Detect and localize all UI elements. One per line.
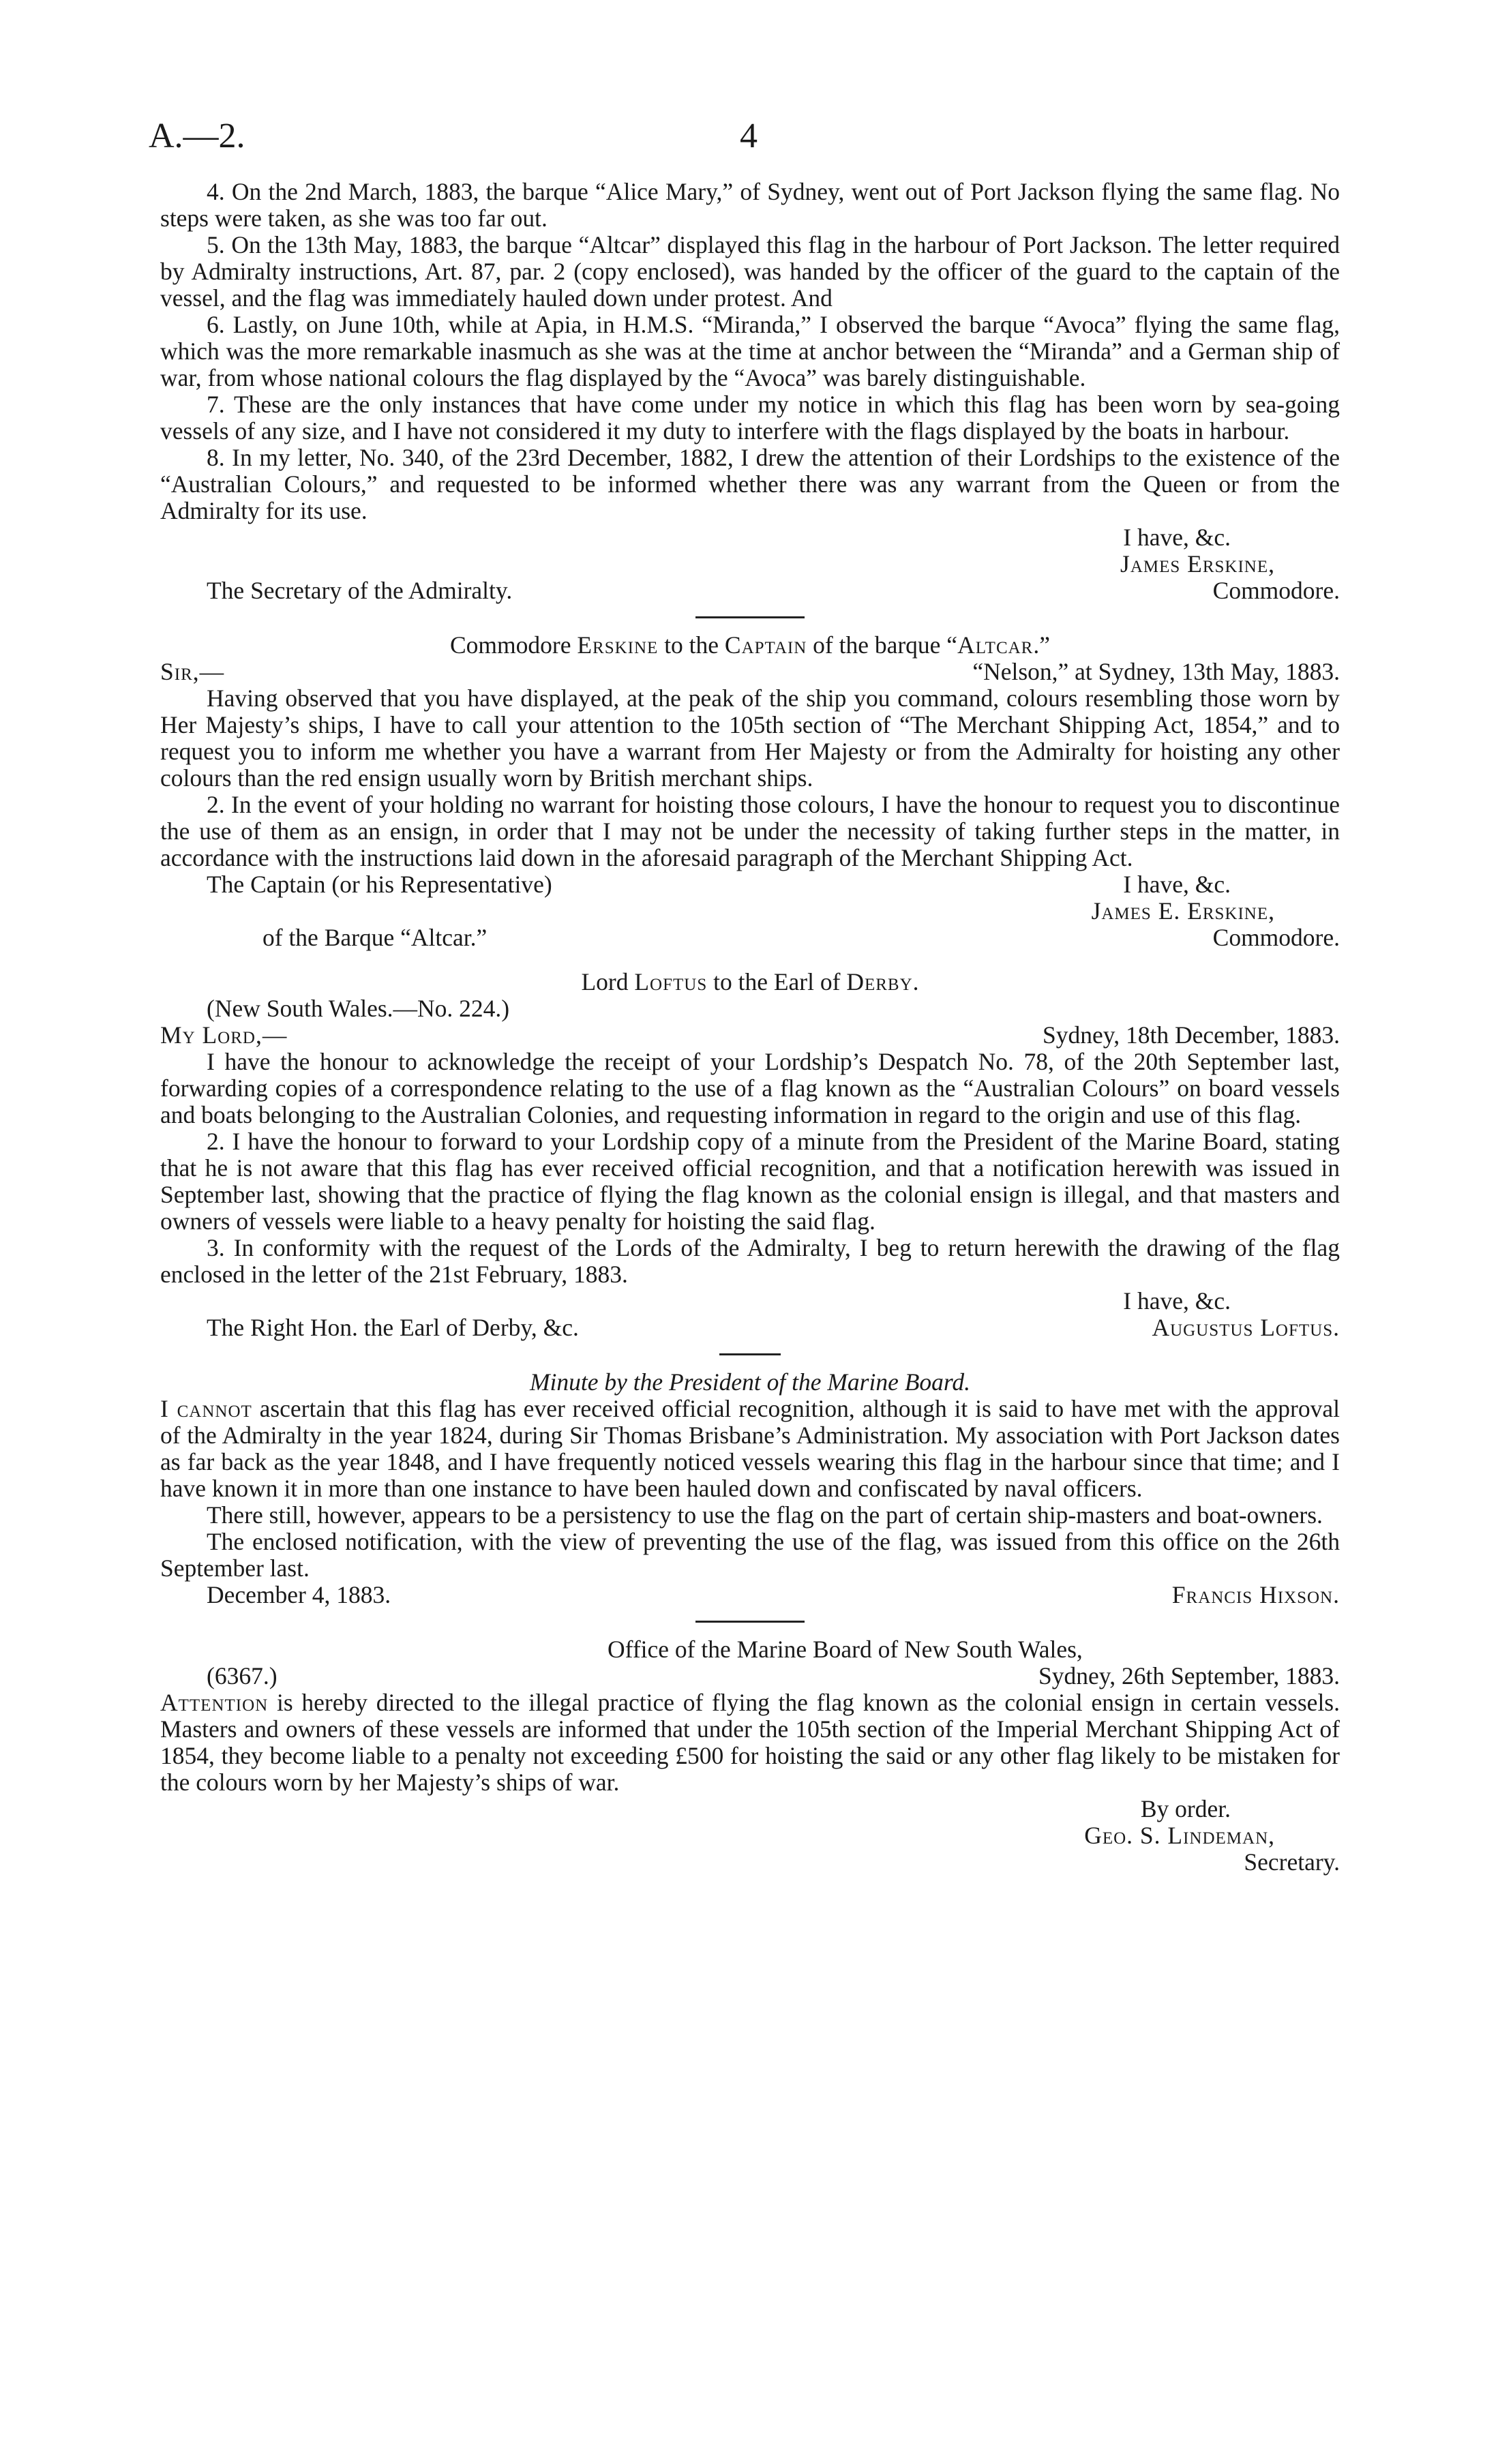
date-signature-row bbox=[160, 1582, 1340, 1608]
marine-board-notice bbox=[160, 1636, 1340, 1876]
salutation-row bbox=[160, 1022, 1340, 1049]
salutation-row bbox=[160, 659, 1340, 685]
lead-word: I cannot bbox=[160, 1395, 252, 1422]
letter-loftus-to-derby bbox=[160, 969, 1340, 1341]
paragraph: 3. In conformity with the request of the Lords of the Admiralty, I beg to return herewith the drawing of the flag enclosed in the letter of the 21st February, 1883. bbox=[160, 1234, 1340, 1288]
paragraph: There still, however, appears to be a persistency to use the flag on the part of certain ship-masters and boat-owners. bbox=[207, 1501, 1323, 1529]
title-part: Erskine bbox=[577, 631, 659, 659]
addressee: The Secretary of the Admiralty. bbox=[207, 577, 513, 604]
notice-number: (6367.) bbox=[207, 1662, 278, 1689]
closing: I have, &c. bbox=[1123, 1287, 1231, 1314]
title-part: Captain bbox=[724, 631, 807, 659]
signature: Augustus Loftus. bbox=[1152, 1314, 1340, 1341]
addressee: of the Barque “Altcar.” bbox=[263, 924, 488, 951]
by-order: By order. bbox=[1140, 1795, 1231, 1822]
title-part: Lord bbox=[581, 968, 635, 995]
closing: I have, &c. bbox=[1123, 524, 1231, 551]
paragraph: 6. Lastly, on June 10th, while at Apia, in H.M.S. “Miranda,” I observed the barque “Avoca” flying the same flag, which was the more remarkable inasmuch as she was at the time at anchor between the “Miranda” and a German ship of war, from whose national colours the flag displayed by the “Avoca” was barely distinguishable. bbox=[160, 311, 1340, 391]
signatory-role: Commodore. bbox=[1212, 577, 1340, 604]
closing-row bbox=[160, 871, 1340, 898]
notice-office: Office of the Marine Board of New South Wales, bbox=[608, 1636, 1083, 1663]
signatory-role: Commodore. bbox=[1212, 924, 1340, 951]
letter-title bbox=[160, 632, 1340, 659]
title-part: Altcar bbox=[957, 631, 1034, 659]
addressee-row bbox=[160, 577, 1340, 604]
paragraph: 8. In my letter, No. 340, of the 23rd December, 1882, I drew the attention of their Lordships to the existence of the “Australian Colours,” and requested to be informed whether there was any warrant from the Queen or from the Admiralty for its use. bbox=[160, 444, 1340, 524]
letter-erskine-to-admiralty bbox=[160, 179, 1340, 604]
paragraph: I have the honour to acknowledge the receipt of your Lordship’s Despatch No. 78, of the 20th September last, forwarding copies of a correspondence relating to the use of a flag known as the “Australian Colours” on board vessels and boats belonging to the Australian Colonies, and requesting information in regard to the origin and use of this flag. bbox=[160, 1048, 1340, 1128]
addressee-row bbox=[160, 925, 1340, 951]
place-date: “Nelson,” at Sydney, 13th May, 1883. bbox=[972, 658, 1340, 685]
signatory-role: Secretary. bbox=[1244, 1848, 1340, 1876]
section-divider bbox=[695, 1621, 805, 1623]
minute-marine-board bbox=[160, 1369, 1340, 1608]
signature-row bbox=[160, 898, 1340, 925]
signature: James Erskine, bbox=[1120, 550, 1275, 577]
paragraph: The enclosed notification, with the view of preventing the use of the flag, was issued from this office on the 26th September last. bbox=[160, 1528, 1340, 1582]
document-code: A.—2. bbox=[149, 117, 245, 155]
section-divider bbox=[695, 616, 805, 618]
title-part: to the bbox=[658, 631, 725, 659]
place-date: Sydney, 18th December, 1883. bbox=[1043, 1021, 1340, 1049]
reference: (New South Wales.—No. 224.) bbox=[207, 995, 510, 1022]
salutation: Sir,— bbox=[160, 658, 225, 685]
title-part: Loftus bbox=[634, 968, 708, 995]
addressee-row bbox=[160, 1314, 1340, 1341]
salutation: My Lord,— bbox=[160, 1021, 288, 1049]
letter-erskine-to-captain bbox=[160, 632, 1340, 951]
paragraph-text: ascertain that this flag has ever received official recognition, although it is said to have met with the approval of the Admiralty in the year 1824, during Sir Thomas Brisbane’s Administration. My association with Port Jackson dates as far back as the year 1848, and I have frequently noticed vessels wearing this flag in the harbour since that time; and I have known it in more than one instance to have been hauled down and confiscated by naval officers. bbox=[160, 1395, 1340, 1502]
letter-title bbox=[160, 969, 1340, 995]
addressee: The Right Hon. the Earl of Derby, &c. bbox=[207, 1314, 579, 1341]
document-body bbox=[160, 179, 1340, 1876]
lead-word: Attention bbox=[160, 1689, 269, 1716]
paragraph: 2. In the event of your holding no warrant for hoisting those colours, I have the honour to request you to discontinue the use of them as an ensign, in order that I may not be under the necessity of taking further steps in the matter, in accordance with the instructions laid down in the aforesaid paragraph of the Merchant Shipping Act. bbox=[160, 791, 1340, 871]
minute-title: Minute by the President of the Marine Board. bbox=[529, 1368, 971, 1396]
notice-text bbox=[160, 1689, 1340, 1796]
section-divider bbox=[719, 1353, 781, 1355]
number-date-row bbox=[160, 1663, 1340, 1689]
title-part: Derby bbox=[846, 968, 913, 995]
page-number: 4 bbox=[740, 117, 758, 155]
paragraph: 7. These are the only instances that have come under my notice in which this flag has been worn by sea-going vessels of any size, and I have not considered it my duty to interfere with the flags displayed by the boats in harbour. bbox=[160, 391, 1340, 445]
paragraph bbox=[160, 1396, 1340, 1502]
title-part: to the Earl of bbox=[707, 968, 847, 995]
title-part: . bbox=[912, 968, 919, 995]
signature: Geo. S. Lindeman, bbox=[1084, 1822, 1275, 1849]
paragraph: 5. On the 13th May, 1883, the barque “Altcar” displayed this flag in the harbour of Port Jackson. The letter required by Admiralty instructions, Art. 87, par. 2 (copy enclosed), was handed by the officer of the guard to the captain of the vessel, and the flag was immediately hauled down under protest. And bbox=[160, 231, 1340, 312]
title-part: .” bbox=[1033, 631, 1050, 659]
title-part: Commodore bbox=[449, 631, 578, 659]
minute-date: December 4, 1883. bbox=[207, 1581, 391, 1608]
closing: I have, &c. bbox=[1123, 871, 1231, 898]
title-part: of the barque “ bbox=[807, 631, 958, 659]
paragraph-text: is hereby directed to the illegal practice of flying the flag known as the colonial ensign in certain vessels. Masters and owners of these vessels are informed that under the 105th section of the Imperial Merchant Shipping Act of 1854, they become liable to a penalty not exceeding £500 for hoisting the said or any other flag likely to be mistaken for the colours worn by her Majesty’s ships of war. bbox=[160, 1689, 1340, 1796]
paragraph: 2. I have the honour to forward to your Lordship copy of a minute from the President of the Marine Board, stating that he is not aware that this flag has ever received official recognition, and that a notification herewith was issued in September last, showing that the practice of flying the flag known as the colonial ensign is illegal, and that masters and owners of vessels were liable to a heavy penalty for hoisting the said flag. bbox=[160, 1128, 1340, 1235]
signature: Francis Hixson. bbox=[1171, 1581, 1340, 1608]
paragraph: Having observed that you have displayed, at the peak of the ship you command, colours resembling those worn by Her Majesty’s ships, I have to call your attention to the 105th section of “The Merchant Shipping Act, 1854,” and to request you to inform me whether you have a warrant from Her Majesty or from the Admiralty for hoisting any other colours than the red ensign usually worn by British merchant ships. bbox=[160, 685, 1340, 792]
notice-date: Sydney, 26th September, 1883. bbox=[1038, 1662, 1340, 1689]
addressee: The Captain (or his Representative) bbox=[207, 871, 552, 898]
paragraph: 4. On the 2nd March, 1883, the barque “Alice Mary,” of Sydney, went out of Port Jackson flying the same flag. No steps were taken, as she was too far out. bbox=[160, 178, 1340, 232]
signature: James E. Erskine, bbox=[1091, 897, 1275, 925]
